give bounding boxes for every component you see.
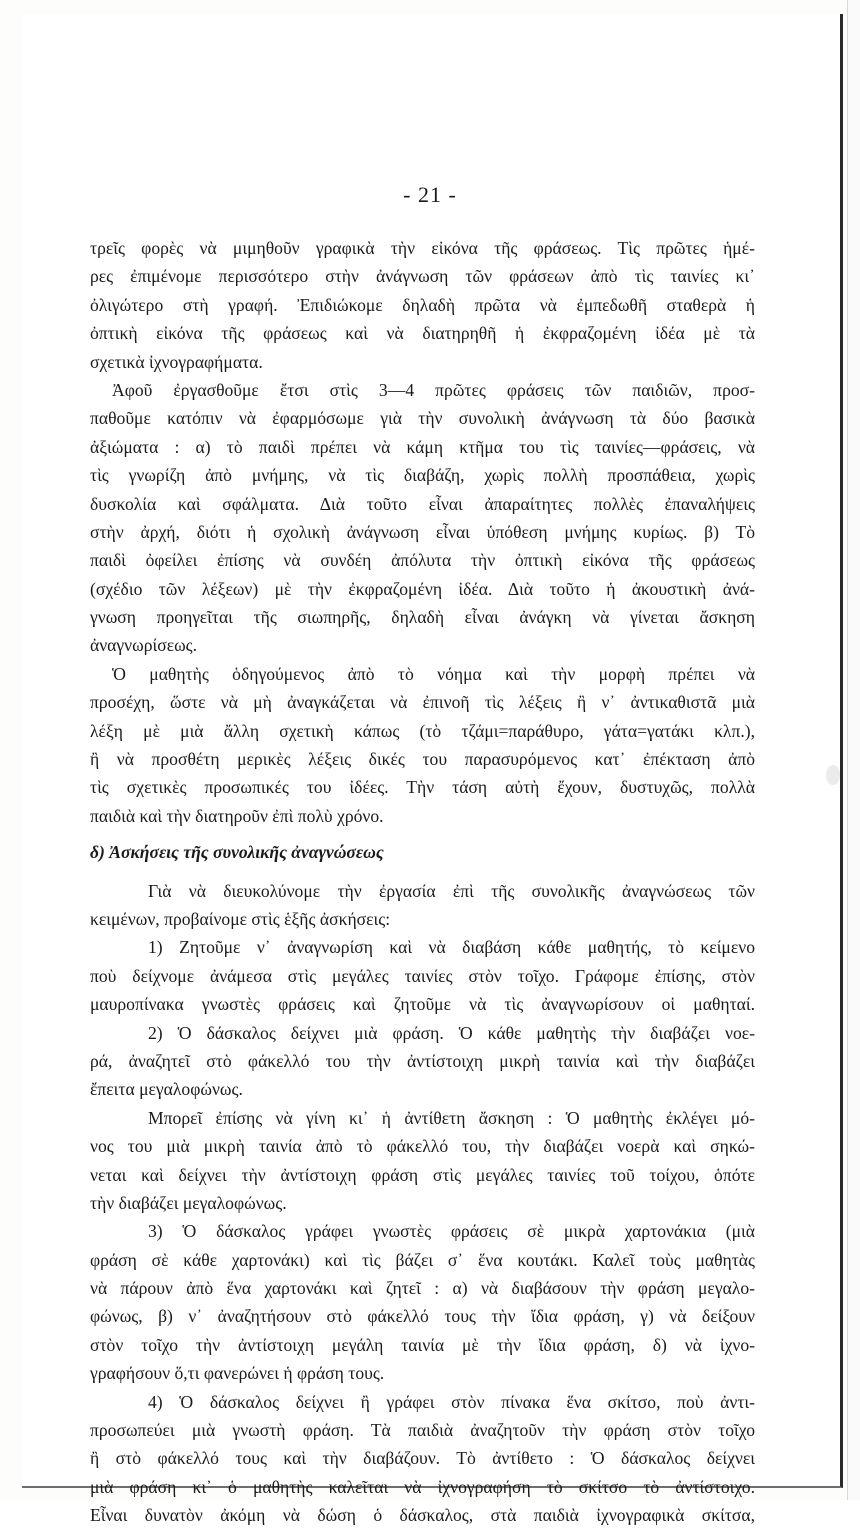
body-text — [90, 234, 755, 1530]
text-line: προσέχη, ὥστε νὰ μὴ ἀναγκάζεται νὰ ἐπινοῆ τὶς λέξεις ἢ ν᾽ ἀντικαθιστᾶ μιὰ — [90, 692, 755, 713]
ink-bleed-spot — [826, 765, 840, 785]
text-line: Ἀφοῦ ἐργασθοῦμε ἔτσι στὶς 3—4 πρῶτες φράσεις τῶν παιδιῶν, προσ- — [112, 379, 755, 400]
text-line: μαυροπίνακα γνωστὲς φράσεις καὶ ζητοῦμε νὰ τὶς ἀναγνωρίσουν οἱ μαθηταί. — [90, 994, 755, 1015]
exercise-2 — [90, 1019, 755, 1104]
paragraph-5 — [90, 1104, 755, 1218]
text-line: νεται καὶ δείχνει τὴν ἀντίστοιχη φράση στὶς μεγάλες ταινίες τοῦ τοίχου, ὁπότε — [90, 1164, 755, 1185]
text-line: γραφήσουν ὅ,τι φανερώνει ἡ φράση τους. — [90, 1363, 385, 1384]
text-line: 1) Ζητοῦμε ν᾽ ἀναγνωρίση καὶ νὰ διαβάση κάθε μαθητής, τὸ κείμενο — [148, 937, 755, 958]
text-line: δυσκολία καὶ σφάλματα. Διὰ τοῦτο εἶναι ἀπαραίτητες πολλὲς ἐπαναλήψεις — [90, 493, 755, 514]
text-line: Ὁ μαθητὴς ὁδηγούμενος ἀπὸ τὸ νόημα καὶ τὴν μορφὴ πρέπει νὰ — [112, 663, 755, 684]
text-line: 3) Ὁ δάσκαλος γράφει γνωστὲς φράσεις σὲ μικρὰ χαρτονάκια (μιὰ — [148, 1221, 755, 1242]
exercise-4 — [90, 1388, 755, 1530]
text-line: ρά, ἀναζητεῖ στὸ φάκελλό του τὴν ἀντίστοιχη μικρὴ ταινία καὶ τὴν διαβάζει — [90, 1050, 755, 1071]
text-line: προσωπεύει μιὰ γνωστὴ φράση. Τὰ παιδιὰ ἀναζητοῦν τὴν φράση στὸν τοῖχο — [90, 1420, 755, 1441]
text-line: παιδιὰ καὶ τὴν διατηροῦν ἐπὶ πολὺ χρόνο. — [90, 805, 384, 826]
paragraph-4 — [90, 877, 755, 934]
text-line: ἢ νὰ προσθέτη μερικὲς λέξεις δικές του παρασυρόμενος κατ᾽ ἐπέκταση ἀπὸ — [90, 749, 755, 770]
text-line: στὸν τοῖχο τὴν ἀντίστοιχη μεγάλη ταινία μὲ τὴν ἴδια φράση, δ) νὰ ἰχνο- — [90, 1334, 755, 1355]
text-line: ἀξιώματα : α) τὸ παιδὶ πρέπει νὰ κάμη κτῆμα του τὶς ταινίες—φράσεις, νὰ — [90, 436, 755, 457]
paragraph-3 — [90, 660, 755, 830]
text-line: μιὰ φράση κι᾽ ὁ μαθητὴς καλεῖται νὰ ἰχνογραφήση τὸ σκίτσο τὸ ἀντίστοιχο. — [90, 1476, 755, 1497]
text-line: ἔπειτα μεγαλοφώνως. — [90, 1079, 243, 1100]
exercise-1 — [90, 933, 755, 1018]
exercise-3 — [90, 1217, 755, 1387]
text-line: κειμένων, προβαίνομε στὶς ἑξῆς ἀσκήσεις: — [90, 908, 391, 929]
paragraph-2 — [90, 376, 755, 660]
text-line: 2) Ὁ δάσκαλος δείχνει μιὰ φράση. Ὁ κάθε μαθητὴς τὴν διαβάζει νοε- — [148, 1022, 755, 1043]
text-line: ἢ στὸ φάκελλό τους καὶ τὴν διαβάζουν. Τὸ ἀντίθετο : Ὁ δάσκαλος δείχνει — [90, 1448, 755, 1469]
text-line: σχετικὰ ἰχνογραφήματα. — [90, 351, 263, 372]
text-line: παιδὶ ὀφείλει ἐπίσης νὰ συνδέη ἀπόλυτα τὴν ὀπτικὴ εἰκόνα τῆς φράσεως — [90, 550, 755, 571]
text-line: ὀπτικὴ εἰκόνα τῆς φράσεως καὶ νὰ διατηρηθῆ ἡ ἐκφραζομένη ἰδέα μὲ τὰ — [90, 323, 755, 344]
page-edge-strip — [847, 0, 860, 1500]
paragraph-1 — [90, 234, 755, 376]
section-heading: δ) Ἀσκήσεις τῆς συνολικῆς ἀναγνώσεως — [90, 842, 384, 863]
text-line: λέξη μὲ μιὰ ἄλλη σχετικὴ κάπως (τὸ τζάμι=παράθυρο, γάτα=γατάκι κλπ.), — [90, 720, 755, 741]
text-line: παθοῦμε κατόπιν νὰ ἐφαρμόσωμε γιὰ τὴν συνολικὴ ἀνάγνωση τὰ δύο βασικὰ — [90, 408, 755, 429]
text-line: τὶς σχετικὲς προσωπικές του ἰδέες. Τὴν τάση αὐτὴ ἔχουν, δυστυχῶς, πολλὰ — [90, 777, 755, 798]
text-line: γνωση προηγεῖται τῆς σιωπηρῆς, δηλαδὴ εἶναι ἀνάγκη νὰ γίνεται ἄσκηση — [90, 607, 755, 628]
text-line: τρεῖς φορὲς νὰ μιμηθοῦν γραφικὰ τὴν εἰκόνα τῆς φράσεως. Τὶς πρῶτες ἡμέ- — [90, 238, 755, 258]
text-line: (σχέδιο τῶν λέξεων) μὲ τὴν ἐκφραζομένη ἰδέα. Διὰ τοῦτο ἡ ἀκουστικὴ ἀνά- — [90, 578, 755, 599]
text-line: στὴν ἀρχή, διότι ἡ σχολικὴ ἀνάγνωση εἶναι ὑπόθεση μνήμης κυρίως. β) Τὸ — [90, 521, 755, 542]
text-line: τὴν διαβάζει μεγαλοφώνως. — [90, 1192, 287, 1213]
text-line: Μπορεῖ ἐπίσης νὰ γίνη κι᾽ ἡ ἀντίθετη ἄσκηση : Ὁ μαθητὴς ἐκλέγει μό- — [148, 1107, 755, 1128]
text-line: φράση σὲ κάθε χαρτονάκι) καὶ τὶς βάζει σ᾽ ἕνα κουτάκι. Καλεῖ τοὺς μαθητὰς — [90, 1249, 755, 1270]
text-line: νος του μιὰ μικρὴ ταινία ἀπὸ τὸ φάκελλό του, τὴν διαβάζει νοερὰ καὶ σηκώ- — [90, 1136, 755, 1157]
page-number: - 21 - — [403, 182, 457, 207]
text-line: νὰ πάρουν ἀπὸ ἕνα χαρτονάκι καὶ ζητεῖ : α) νὰ διαβάσουν τὴν φράση μεγαλο- — [90, 1278, 755, 1299]
text-line: Γιὰ νὰ διευκολύνομε τὴν ἐργασία ἐπὶ τῆς συνολικῆς ἀναγνώσεως τῶν — [148, 880, 755, 901]
text-line: 4) Ὁ δάσκαλος δείχνει ἢ γράφει στὸν πίνακα ἕνα σκίτσο, ποὺ ἀντι- — [148, 1391, 755, 1412]
text-line: Εἶναι δυνατὸν ἀκόμη νὰ δώση ὁ δάσκαλος, στὰ παιδιὰ ἰχνογραφικὰ σκίτσα, — [90, 1505, 755, 1526]
text-line: ρες ἐπιμένομε περισσότερο στὴν ἀνάγνωση τῶν φράσεων ἀπὸ τὶς ταινίες κι᾽ — [90, 266, 755, 287]
text-line: τὶς γνωρίζη ἀπὸ μνήμης, νὰ τὶς διαβάζη, χωρὶς πολλὴ προσπάθεια, χωρὶς — [90, 465, 755, 486]
text-line: ἀναγνωρίσεως. — [90, 635, 198, 656]
text-line: ποὺ δείχνομε ἀνάμεσα στὶς μεγάλες ταινίες στὸν τοῖχο. Γράφομε ἐπίσης, στὸν — [90, 965, 755, 986]
text-line: φώνως, β) ν᾽ ἀναζητήσουν στὸ φάκελλό τους τὴν ἴδια φράση, γ) νὰ δείξουν — [90, 1306, 755, 1327]
text-line: ὀλιγώτερο στὴ γραφή. Ἐπιδιώκομε δηλαδὴ πρῶτα νὰ ἐμπεδωθῆ σταθερὰ ἡ — [90, 294, 755, 315]
